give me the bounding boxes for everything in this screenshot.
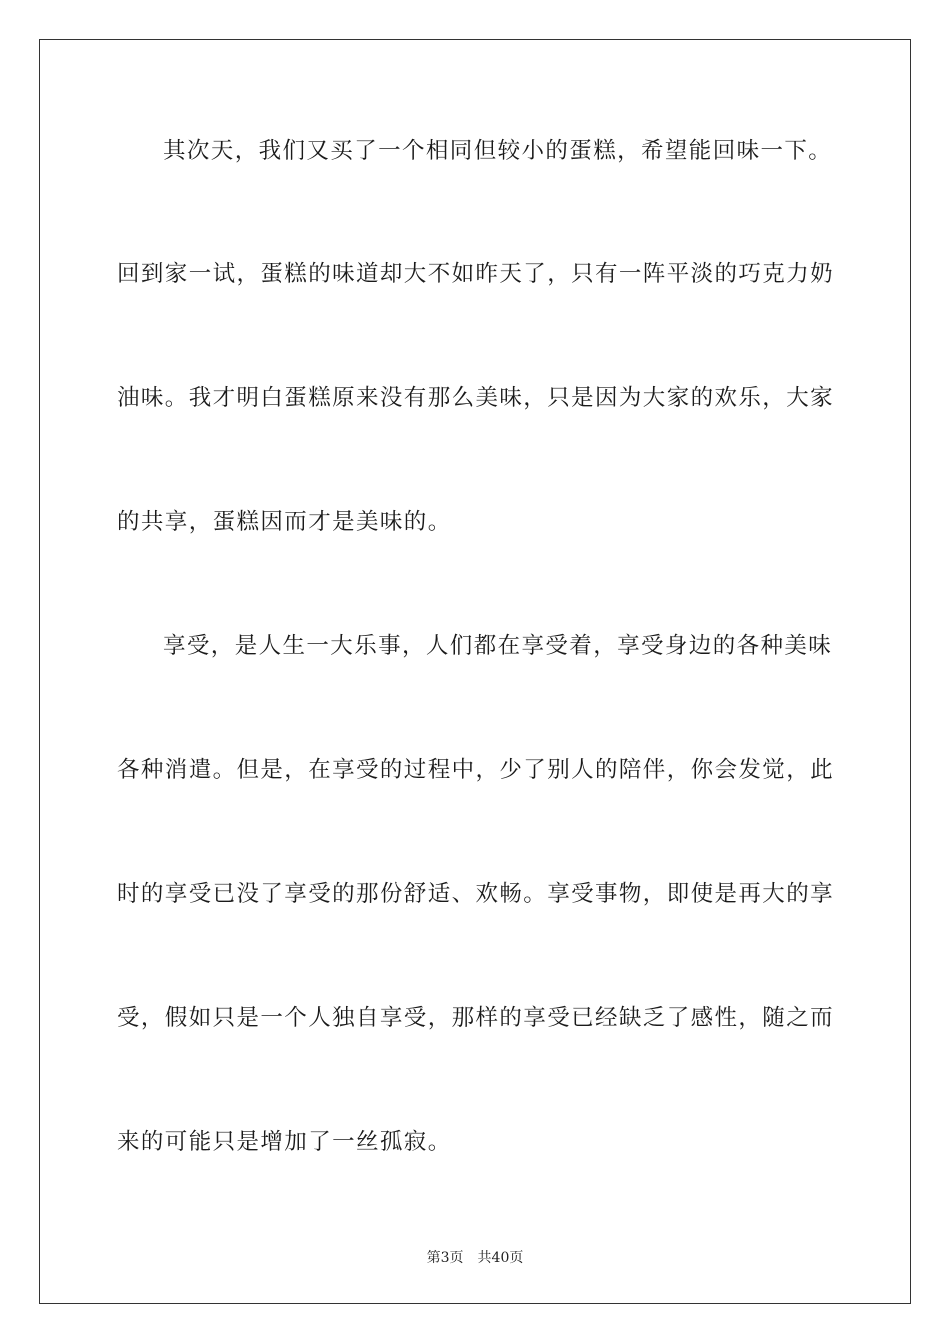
paragraph-1-line-4: 的共享，蛋糕因而才是美味的。 <box>117 509 452 535</box>
paragraph-2-line-4: 受，假如只是一个人独自享受，那样的享受已经缺乏了感性，随之而 <box>117 1005 835 1031</box>
paragraph-2-line-5: 来的可能只是增加了一丝孤寂。 <box>117 1129 452 1155</box>
paragraph-2-line-1: 享受，是人生一大乐事，人们都在享受着，享受身边的各种美味 <box>163 633 833 659</box>
page-footer <box>0 1249 950 1267</box>
paragraph-1-line-1: 其次天，我们又买了一个相同但较小的蛋糕，希望能回味一下。 <box>163 138 833 164</box>
paragraph-1-line-3: 油味。我才明白蛋糕原来没有那么美味，只是因为大家的欢乐，大家 <box>117 385 835 411</box>
paragraph-2-line-2: 各种消遣。但是，在享受的过程中，少了别人的陪伴，你会发觉，此 <box>117 757 835 783</box>
page-border <box>39 39 911 1304</box>
paragraph-2-line-3: 时的享受已没了享受的那份舒适、欢畅。享受事物，即使是再大的享 <box>117 881 835 907</box>
page-total: 共40页 <box>477 1250 524 1266</box>
paragraph-1-line-2: 回到家一试，蛋糕的味道却大不如昨天了，只有一阵平淡的巧克力奶 <box>117 261 835 287</box>
page-number: 第3页 <box>426 1250 464 1266</box>
